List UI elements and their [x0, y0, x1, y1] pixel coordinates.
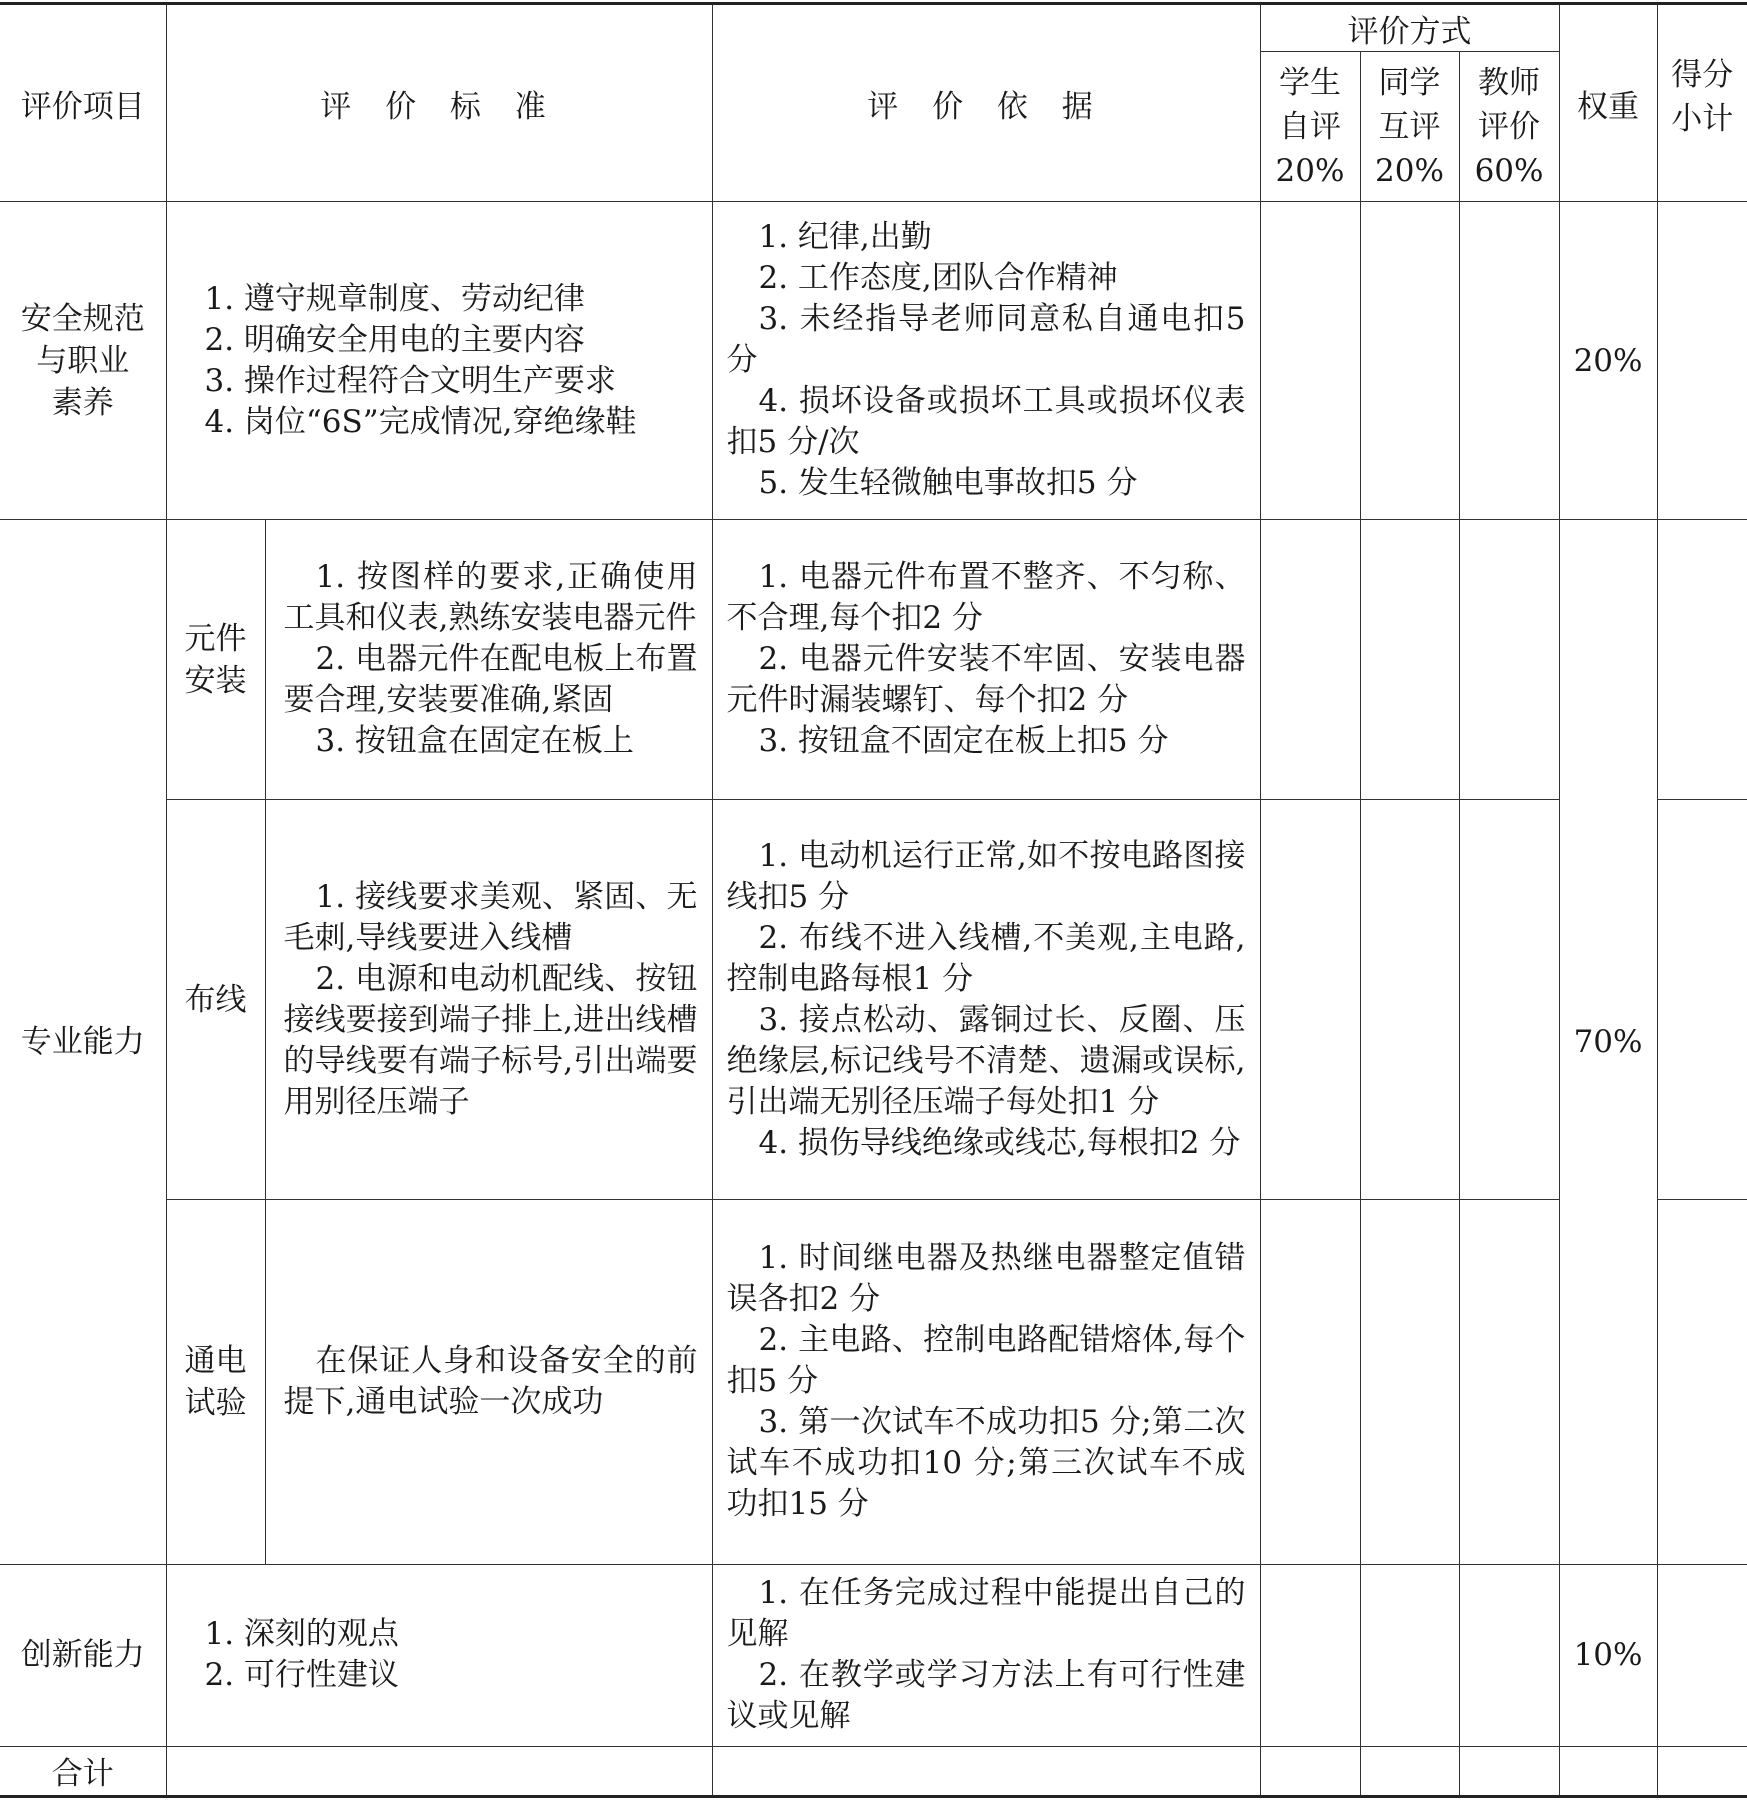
professional-item: 专业能力: [0, 519, 166, 1564]
innovation-subtotal[interactable]: [1657, 1564, 1747, 1746]
safety-basis-5: 5. 发生轻微触电事故扣5 分: [758, 465, 1138, 502]
test-peer-score[interactable]: [1360, 1199, 1459, 1564]
safety-item-line2: 与职业: [36, 342, 130, 379]
safety-standards: [166, 202, 712, 520]
wiring-basis-4: 4. 损伤导线绝缘或线芯,每根扣2 分: [758, 1124, 1241, 1161]
wiring-subtotal[interactable]: [1657, 800, 1747, 1200]
total-standard-cell: [166, 1746, 712, 1796]
test-standard-1: 在保证人身和设备安全的前提下,通电试验一次成功: [283, 1342, 698, 1420]
header-subtotal: [1657, 4, 1747, 202]
install-basis-2: 2. 电器元件安装不牢固、安装电器元件时漏装螺钉、每个扣2 分: [726, 641, 1246, 719]
wiring-sub: 布线: [166, 800, 265, 1200]
test-self-score[interactable]: [1260, 1199, 1360, 1564]
safety-basis: [712, 202, 1260, 520]
header-item: 评价项目: [0, 4, 166, 202]
total-subtotal[interactable]: [1657, 1746, 1747, 1796]
header-row: [0, 4, 1747, 52]
header-teacher-line2: 评价: [1478, 108, 1541, 145]
test-sub: [166, 1199, 265, 1564]
header-method: 评价方式: [1260, 4, 1559, 52]
total-teacher-score[interactable]: [1459, 1746, 1559, 1796]
innovation-basis-1: 1. 在任务完成过程中能提出自己的见解: [726, 1575, 1246, 1653]
test-row: [0, 1199, 1747, 1564]
test-basis: [712, 1199, 1260, 1564]
wiring-standard-1: 1. 接线要求美观、紧固、无毛刺,导线要进入线槽: [283, 878, 698, 956]
safety-basis-2: 2. 工作态度,团队合作精神: [758, 260, 1118, 297]
total-basis-cell: [712, 1746, 1260, 1796]
innovation-basis: [712, 1564, 1260, 1746]
wiring-standards: [265, 800, 712, 1200]
safety-row: [0, 202, 1747, 520]
safety-standard-2: 2. 明确安全用电的主要内容: [204, 321, 585, 358]
header-standard: 评 价 标 准: [166, 4, 712, 202]
safety-basis-1: 1. 纪律,出勤: [758, 219, 932, 256]
test-standards: [265, 1199, 712, 1564]
test-sub-line2: 试验: [184, 1384, 247, 1421]
header-teacher-line3: 60%: [1474, 152, 1544, 189]
professional-weight: 70%: [1559, 519, 1657, 1564]
total-weight[interactable]: [1559, 1746, 1657, 1796]
safety-item-line3: 素养: [51, 384, 114, 421]
header-basis: 评 价 依 据: [712, 4, 1260, 202]
safety-standard-1: 1. 遵守规章制度、劳动纪律: [204, 280, 585, 317]
header-subtotal-line1: 得分: [1671, 57, 1734, 93]
innovation-self-score[interactable]: [1260, 1564, 1360, 1746]
safety-subtotal[interactable]: [1657, 202, 1747, 520]
innovation-basis-2: 2. 在教学或学习方法上有可行性建议或见解: [726, 1657, 1246, 1735]
test-basis-2: 2. 主电路、控制电路配错熔体,每个扣5 分: [726, 1322, 1246, 1400]
install-teacher-score[interactable]: [1459, 519, 1559, 799]
test-basis-1: 1. 时间继电器及热继电器整定值错误各扣2 分: [726, 1240, 1246, 1318]
wiring-basis: [712, 800, 1260, 1200]
safety-teacher-score[interactable]: [1459, 202, 1559, 520]
install-basis: [712, 519, 1260, 799]
header-peer-line1: 同学: [1378, 64, 1441, 101]
header-self-eval: [1260, 52, 1360, 202]
safety-item: [0, 202, 166, 520]
header-teacher-line1: 教师: [1478, 64, 1541, 101]
innovation-teacher-score[interactable]: [1459, 1564, 1559, 1746]
safety-weight: 20%: [1559, 202, 1657, 520]
header-peer-line3: 20%: [1375, 152, 1444, 189]
header-self-line1: 学生: [1279, 64, 1341, 101]
test-basis-3: 3. 第一次试车不成功扣5 分;第二次试车不成功扣10 分;第三次试车不成功扣15 分: [726, 1404, 1246, 1523]
total-self-score[interactable]: [1260, 1746, 1360, 1796]
test-teacher-score[interactable]: [1459, 1199, 1559, 1564]
header-weight: 权重: [1559, 4, 1657, 202]
safety-self-score[interactable]: [1260, 202, 1360, 520]
install-self-score[interactable]: [1260, 519, 1360, 799]
innovation-standards: [166, 1564, 712, 1746]
install-standard-1: 1. 按图样的要求,正确使用工具和仪表,熟练安装电器元件: [283, 559, 698, 637]
install-sub-line2: 安装: [184, 662, 247, 699]
install-standard-2: 2. 电器元件在配电板上布置要合理,安装要准确,紧固: [283, 641, 698, 719]
innovation-peer-score[interactable]: [1360, 1564, 1459, 1746]
total-row: [0, 1746, 1747, 1796]
wiring-teacher-score[interactable]: [1459, 800, 1559, 1200]
wiring-self-score[interactable]: [1260, 800, 1360, 1200]
install-row: [0, 519, 1747, 799]
wiring-peer-score[interactable]: [1360, 800, 1459, 1200]
install-basis-1: 1. 电器元件布置不整齐、不匀称、不合理,每个扣2 分: [726, 559, 1246, 637]
evaluation-table: [0, 2, 1747, 1798]
install-sub: [166, 519, 265, 799]
innovation-row: [0, 1564, 1747, 1746]
innovation-standard-1: 1. 深刻的观点: [204, 1616, 399, 1653]
total-label: 合计: [0, 1746, 166, 1796]
header-self-line2: 自评: [1279, 108, 1341, 145]
header-self-line3: 20%: [1275, 152, 1345, 189]
wiring-standard-2: 2. 电源和电动机配线、按钮接线要接到端子排上,进出线槽的导线要有端子标号,引出端要用别径压端子: [283, 960, 698, 1120]
safety-peer-score[interactable]: [1360, 202, 1459, 520]
header-subtotal-line2: 小计: [1671, 101, 1734, 137]
install-sub-line1: 元件: [184, 620, 247, 657]
safety-basis-3: 3. 未经指导老师同意私自通电扣5 分: [726, 301, 1246, 379]
install-standard-3: 3. 按钮盒在固定在板上: [315, 723, 634, 760]
safety-standard-3: 3. 操作过程符合文明生产要求: [204, 362, 616, 399]
total-peer-score[interactable]: [1360, 1746, 1459, 1796]
innovation-standard-2: 2. 可行性建议: [204, 1657, 399, 1694]
safety-item-line1: 安全规范: [20, 300, 145, 337]
header-peer-eval: [1360, 52, 1459, 202]
install-standards: [265, 519, 712, 799]
safety-standard-4: 4. 岗位“6S”完成情况,穿绝缘鞋: [204, 403, 637, 440]
test-subtotal[interactable]: [1657, 1199, 1747, 1564]
innovation-item: 创新能力: [0, 1564, 166, 1746]
install-peer-score[interactable]: [1360, 519, 1459, 799]
innovation-weight: 10%: [1559, 1564, 1657, 1746]
header-peer-line2: 互评: [1378, 108, 1441, 145]
test-sub-line1: 通电: [184, 1342, 247, 1379]
header-teacher-eval: [1459, 52, 1559, 202]
wiring-basis-3: 3. 接点松动、露铜过长、反圈、压绝缘层,标记线号不清楚、遗漏或误标,引出端无别径压端子每处扣1 分: [726, 1001, 1246, 1120]
install-basis-3: 3. 按钮盒不固定在板上扣5 分: [758, 723, 1169, 760]
wiring-row: [0, 800, 1747, 1200]
wiring-basis-1: 1. 电动机运行正常,如不按电路图接线扣5 分: [726, 837, 1246, 915]
wiring-basis-2: 2. 布线不进入线槽,不美观,主电路,控制电路每根1 分: [726, 919, 1246, 997]
safety-basis-4: 4. 损坏设备或损坏工具或损坏仪表扣5 分/次: [726, 383, 1246, 461]
install-subtotal[interactable]: [1657, 519, 1747, 799]
